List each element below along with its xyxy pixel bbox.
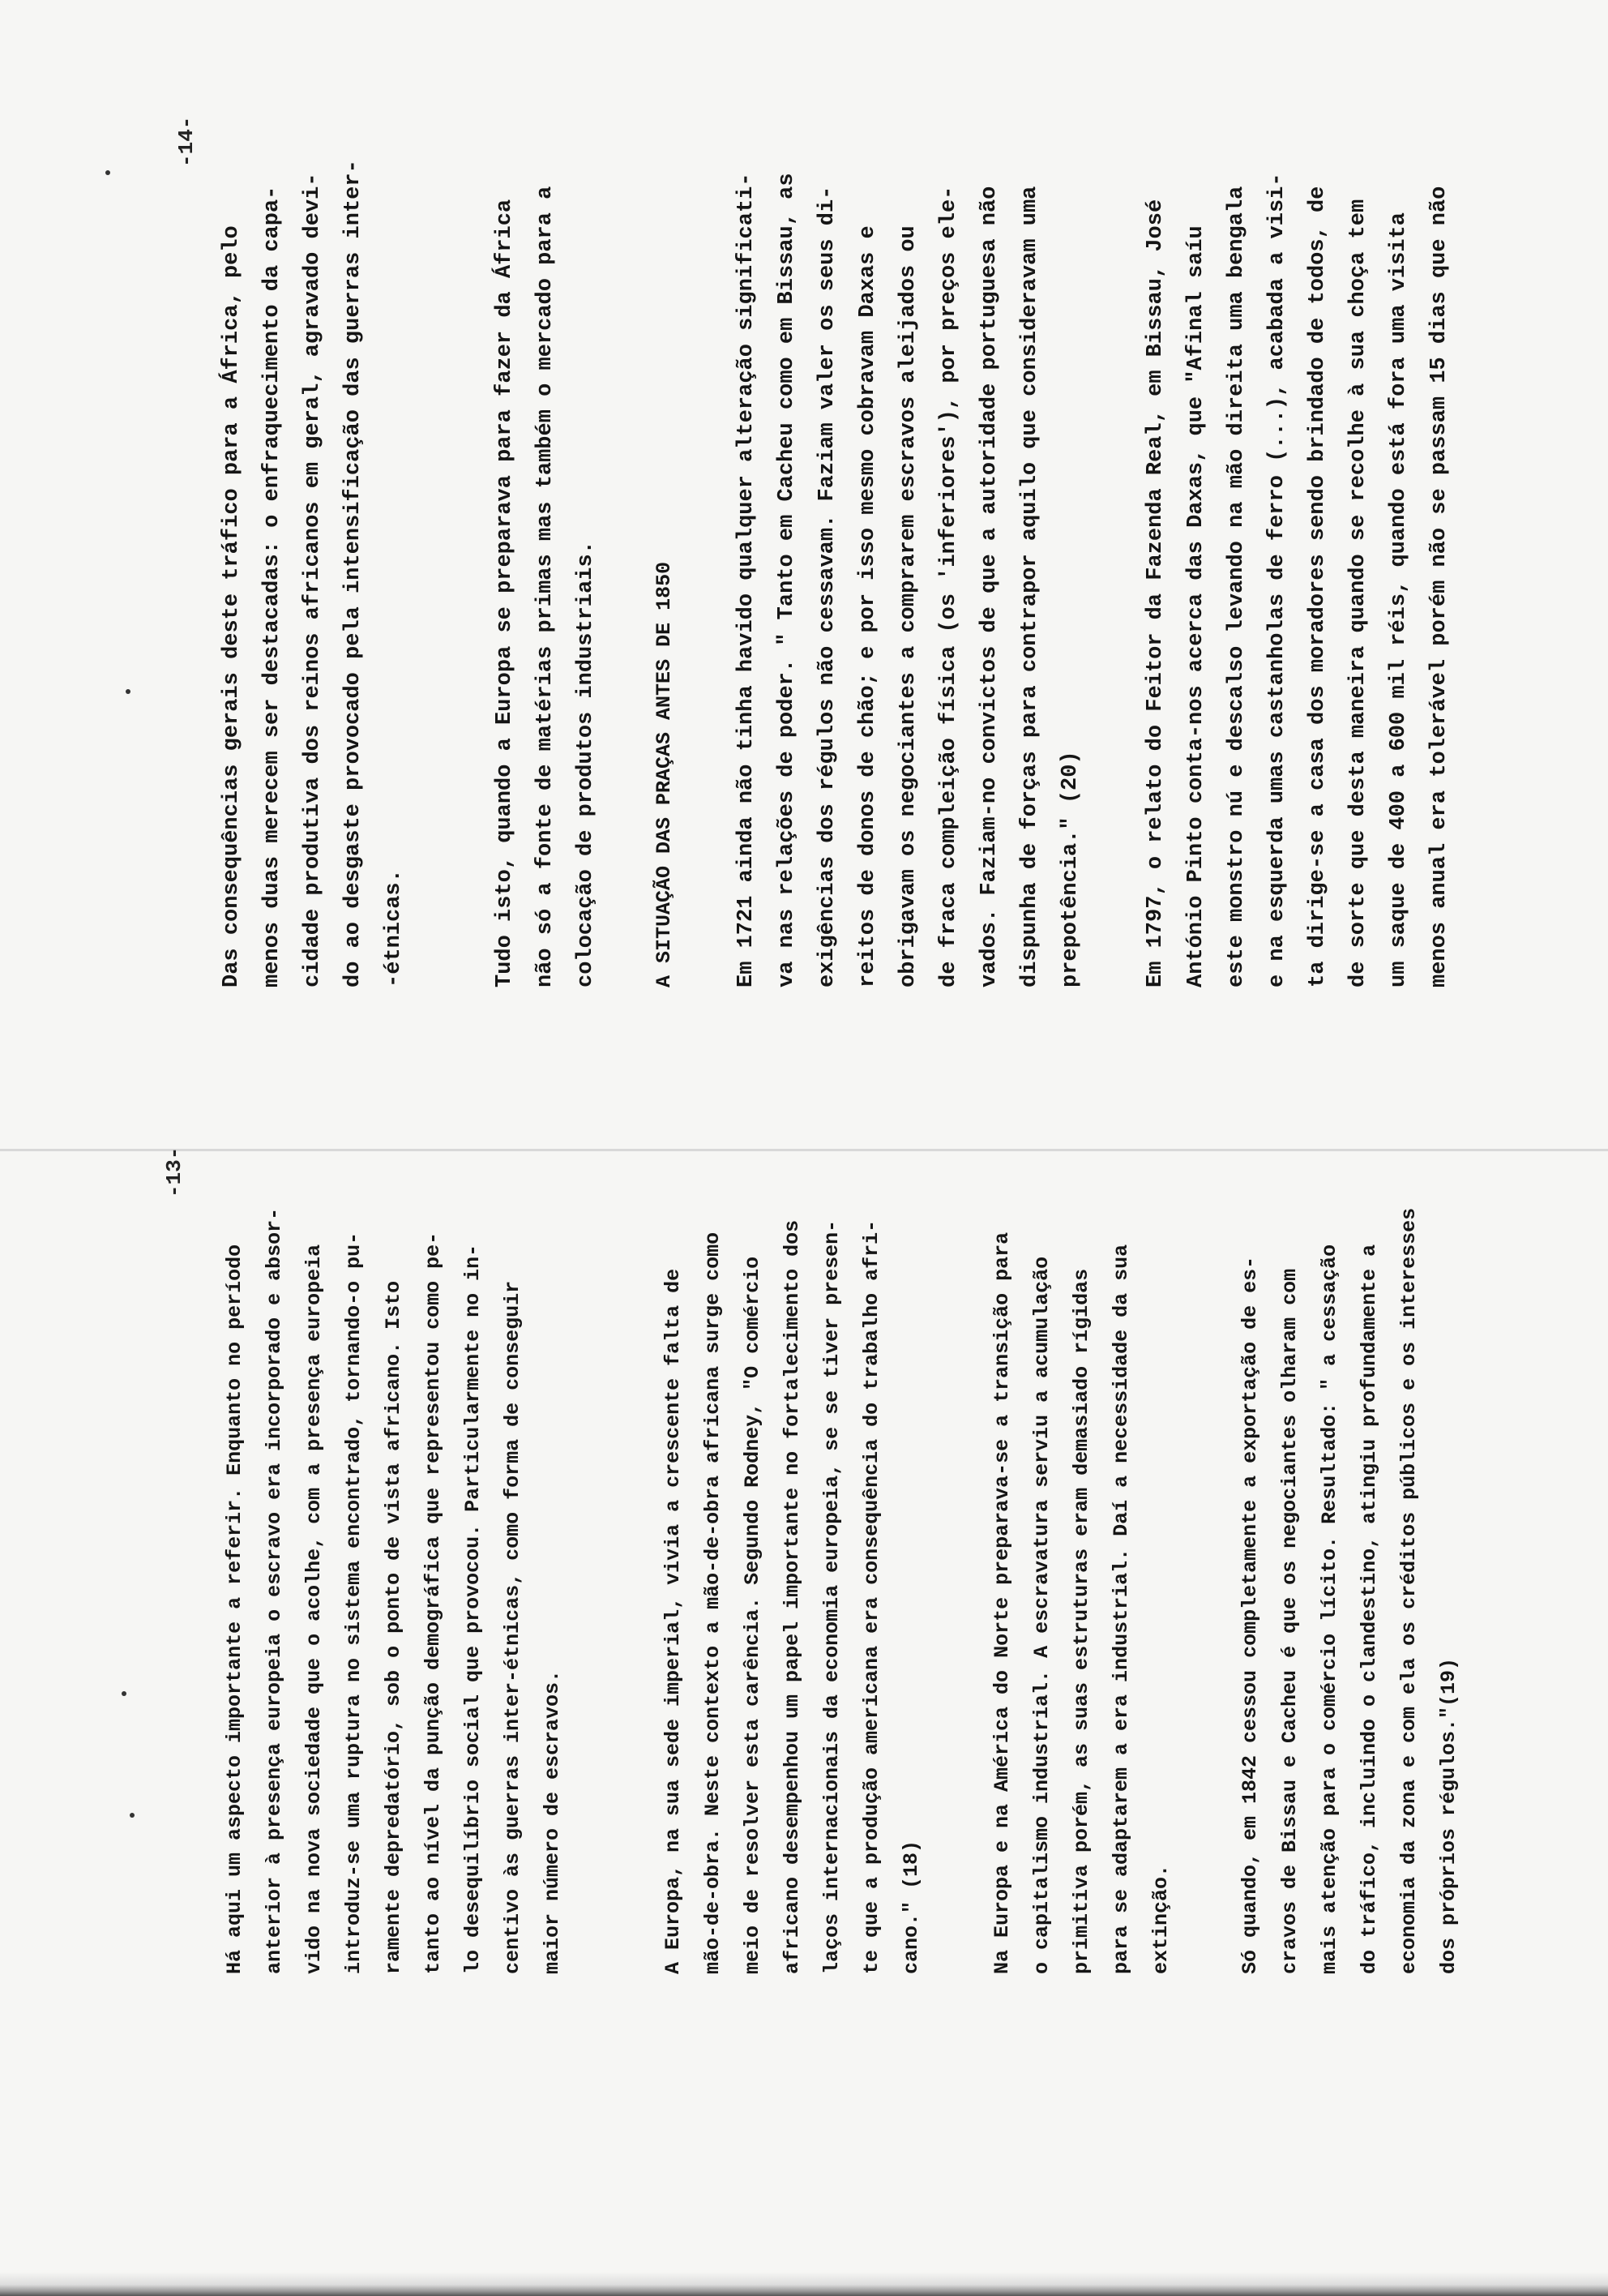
- text-line: Em 1797, o relato do Feitor da Fazenda Real, em Bissau, José: [1144, 199, 1168, 987]
- text-line: vido na nova sociedade que o acolhe, com a presença europeia: [302, 1244, 326, 1974]
- paragraph: [726, 173, 1091, 987]
- paragraph: [212, 160, 414, 987]
- paragraph: [215, 1208, 572, 1974]
- text-line: africano desempenhou um papel importante no fortalecimento dos: [780, 1219, 804, 1974]
- paragraph: [1135, 173, 1460, 987]
- text-line: António Pinto conta-nos acerca das Daxas, que "Afinal saíu: [1184, 225, 1208, 987]
- text-line: dispunha de forças para contrapor aquilo que consideravam uma: [1018, 186, 1042, 987]
- text-line: mais atenção para o comércio lícito. Resultado: " a cessação: [1318, 1244, 1341, 1974]
- text-line: mão-de-obra. Neste contexto a mão-de-obra africana surge como: [701, 1232, 725, 1974]
- page-number: -13-: [162, 1146, 186, 1197]
- page-13: [0, 1148, 1608, 2296]
- text-line: anterior à presença europeia o escravo era incorporado e absor-: [263, 1207, 286, 1974]
- text-line: cravos de Bissau e Cacheu é que os negociantes olharam com: [1278, 1268, 1302, 1974]
- text-line: meio de resolver esta carência. Segundo Rodney, "O comércio: [741, 1256, 764, 1974]
- text-line: menos duas merecem ser destacadas: o enfraquecimento da capa-: [260, 186, 284, 987]
- scan-speck: [105, 170, 110, 175]
- scan-speck: [122, 1691, 126, 1696]
- text-line: ta dirige-se a casa dos moradores sendo brindado de todos, de: [1306, 186, 1330, 987]
- text-line: colocação de produtos industriais.: [574, 541, 598, 987]
- text-line: um saque de 400 a 600 mil réis, quando está fora uma visita: [1387, 212, 1411, 987]
- text-line: introduz-se uma ruptura no sistema encontrado, tornando-o pu-: [342, 1232, 366, 1974]
- paragraph: [982, 1232, 1181, 1974]
- text-line: lo desequilíbrio social que provocou. Particularmente no in-: [461, 1244, 485, 1974]
- text-line: centivo às guerras inter-étnicas, como forma de conseguir: [501, 1280, 524, 1974]
- text-line: economia da zona e com ela os créditos públicos e os interesses: [1397, 1207, 1421, 1974]
- text-line: de fraca compleição física (os 'inferiores'), por preços ele-: [937, 186, 961, 987]
- text-line: do tráfico, incluindo o clandestino, atingiu profundamente a: [1358, 1244, 1381, 1974]
- text-line: dos próprios régulos."(19): [1437, 1657, 1460, 1974]
- text-line: maior número de escravos.: [541, 1669, 564, 1974]
- paragraph: [1230, 1208, 1469, 1974]
- scan-speck: [130, 1813, 135, 1818]
- text-line: obrigavam os negociantes a comprarem escravos aleijados ou: [896, 225, 921, 987]
- paragraph: [653, 1220, 931, 1974]
- text-line: A Europa, na sua sede imperial, vivia a crescente falta de: [661, 1268, 685, 1974]
- text-line: e na esquerda umas castanholas de ferro (...), acabada a visi-: [1265, 173, 1289, 987]
- text-line: para se adaptarem a era industrial. Daí a necessidade da sua: [1110, 1244, 1133, 1974]
- text-line: Em 1721 ainda não tinha havido qualquer alteração significati-: [734, 173, 759, 987]
- text-line: Das consequências gerais deste tráfico para a África, pelo: [220, 225, 244, 987]
- paragraph: [485, 186, 606, 987]
- text-line: -étnicas.: [382, 869, 406, 987]
- text-line: de sorte que desta maneira quando se recolhe à sua choça tem: [1346, 199, 1371, 987]
- text-line: o capitalismo industrial. A escravatura serviu a acumulação: [1030, 1256, 1054, 1974]
- text-line: menos anual era tolerável porém não se passam 15 dias que não: [1427, 186, 1452, 987]
- text-line: va nas relações de poder. " Tanto em Cacheu como em Bissau, as: [775, 173, 799, 987]
- text-line: este monstro nú e descalso levando na mão direita uma bengala: [1225, 186, 1249, 987]
- page-number: -14-: [174, 116, 199, 167]
- text-line: do ao desgaste provocado pela intensificação das guerras inter-: [341, 160, 366, 987]
- section-heading: A SITUAÇÃO DAS PRAÇAS ANTES DE 1850: [652, 561, 676, 987]
- text-line: Tudo isto, quando a Europa se preparava para fazer da África: [493, 199, 517, 987]
- text-line: vados. Faziam-no convictos de que a autoridade portuguesa não: [977, 186, 1002, 987]
- text-line: laços internacionais da economia europeia, se se tiver presen-: [820, 1219, 844, 1974]
- text-line: cano." (18): [900, 1840, 923, 1974]
- text-line: Na Europa e na América do Norte preparava-se a transição para: [990, 1232, 1014, 1974]
- text-line: Há aqui um aspecto importante a referir. Enquanto no período: [223, 1244, 246, 1974]
- text-line: Só quando, em 1842 cessou completamente a exportação de es-: [1238, 1256, 1262, 1974]
- text-line: cidade produtiva dos reinos africanos em geral, agravado devi-: [301, 173, 325, 987]
- text-line: exigências dos régulos não cessavam. Faziam valer os seus di-: [815, 186, 840, 987]
- text-line: tanto ao nível da punção demográfica que representou como pe-: [421, 1232, 445, 1974]
- text-line: ramente depredatório, sob o ponto de vista africano. Isto: [382, 1280, 405, 1974]
- text-line: prepotência." (20): [1058, 751, 1083, 987]
- text-line: extinção.: [1149, 1864, 1173, 1974]
- text-line: primitiva porém, as suas estruturas eram demasiado rígidas: [1070, 1268, 1093, 1974]
- scan-speck: [126, 689, 130, 694]
- text-line: reitos de donos de chão; e por isso mesmo cobravam Daxas e: [856, 225, 880, 987]
- text-line: não só a fonte de matérias primas mas também o mercado para a: [533, 186, 558, 987]
- text-line: te que a produção americana era consequência do trabalho afri-: [860, 1219, 883, 1974]
